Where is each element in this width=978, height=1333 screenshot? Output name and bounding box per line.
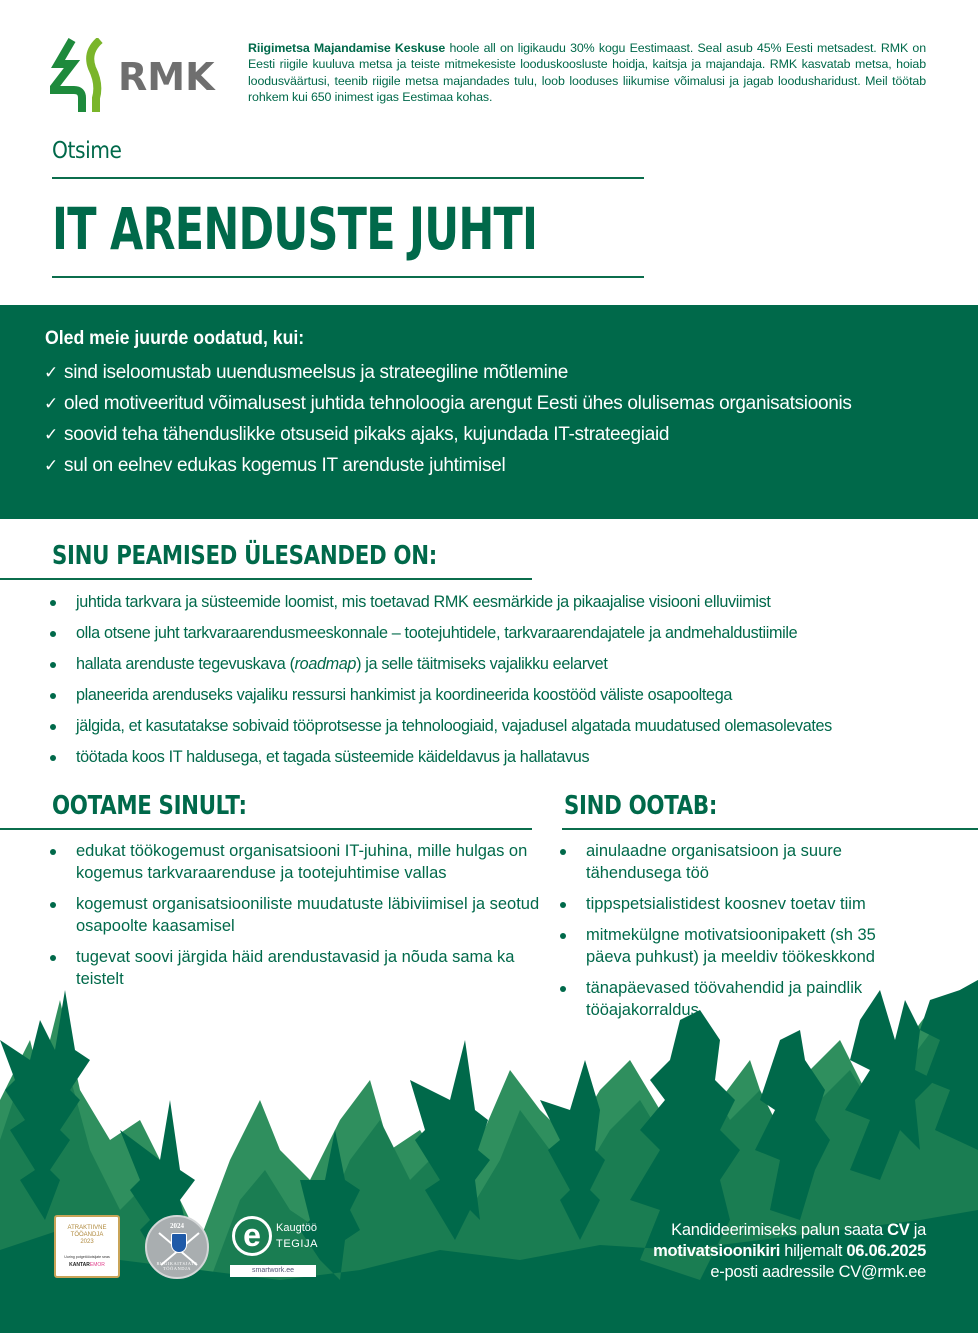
bullet-icon — [50, 902, 56, 908]
task-item: planeerida arenduseks vajaliku ressursi hankimist ja koordineerida koostööd väliste osapooltega — [50, 685, 930, 705]
divider — [0, 578, 532, 580]
welcome-item: ✓ soovid teha tähenduslikke otsuseid pikaks ajaks, kujundada IT-strateegiaid — [44, 424, 670, 445]
bullet-icon — [50, 693, 56, 699]
offer-item: tippspetsialistidest koosnev toetav tiim — [560, 893, 920, 915]
bullet-icon — [560, 933, 566, 939]
attractive-employer-badge: ATRAKTIIVNE TÖÖANDJA 2023 Uuring potgetööotsijate seas KANTAREMOR — [54, 1215, 120, 1278]
bullet-icon — [560, 986, 566, 992]
welcome-item: ✓ sul on eelnev edukas kogemus IT arenduste juhtimisel — [44, 455, 506, 476]
e-logo-icon: e — [232, 1216, 272, 1256]
requirements-list — [50, 840, 540, 999]
offer-heading: SIND OOTAB: — [564, 791, 718, 821]
welcome-item: ✓ sind iseloomustab uuendusmeelsus ja strateegiline mõtlemine — [44, 362, 569, 383]
divider — [52, 276, 644, 278]
divider — [52, 177, 644, 179]
offer-list — [560, 840, 920, 1030]
welcome-item: ✓ oled motiveeritud võimalusest juhtida tehnoloogia arengut Eesti ühes olulisemas organisatsioonis — [44, 393, 852, 414]
task-item: jälgida, et kasutatakse sobivaid tööprotsesse ja tehnoloogiaid, vajadusel algatada muudatused olemasolevates — [50, 716, 930, 736]
remote-work-badge: e Kaugtöö TEGIJA smartwork.ee — [228, 1212, 328, 1280]
bullet-icon — [50, 662, 56, 668]
check-icon: ✓ — [44, 363, 58, 382]
bullet-icon — [560, 849, 566, 855]
task-item: olla otsene juht tarkvaraarendusmeeskonnale – tootejuhtidele, tarkvaraarendajatele ja andmehaldustiimile — [50, 623, 930, 643]
application-instructions: Kandideerimiseks palun saata CV ja motivatsioonikiri hiljemalt 06.06.2025 e-posti aadressile CV@rmk.ee — [653, 1221, 926, 1281]
bullet-icon — [50, 755, 56, 761]
task-item: töötada koos IT haldusega, et tagada süsteemide käideldavus ja hallatavus — [50, 747, 930, 767]
deadline-date: 06.06.2025 — [846, 1242, 926, 1260]
offer-item: ainulaadne organisatsioon ja suure tähendusega töö — [560, 840, 920, 884]
defence-employer-seal: 2024 RIIGIKAITSJATE TÖÖANDJA — [145, 1215, 209, 1279]
bullet-icon — [50, 631, 56, 637]
welcome-banner — [0, 305, 978, 519]
check-icon: ✓ — [44, 425, 58, 444]
bullet-icon — [560, 902, 566, 908]
rmk-logo-icon — [50, 38, 220, 112]
coat-of-arms-icon — [171, 1233, 187, 1253]
bullet-icon — [50, 849, 56, 855]
org-name: Riigimetsa Majandamise Keskuse — [248, 41, 446, 55]
offer-item: mitmekülgne motivatsioonipakett (sh 35 päeva puhkust) ja meeldiv töökeskkond — [560, 924, 920, 968]
tasks-heading: SINU PEAMISED ÜLESANDED ON: — [52, 541, 437, 571]
task-item: hallata arenduste tegevuskava (roadmap) ja selle täitmiseks vajalikku eelarvet — [50, 654, 930, 674]
job-title: IT ARENDUSTE JUHTI — [52, 195, 538, 263]
welcome-list — [44, 363, 884, 487]
intro-paragraph — [248, 40, 926, 106]
requirement-item: kogemust organisatsiooniliste muudatuste läbiviimisel ja seotud osapoolte kaasamisel — [50, 893, 540, 937]
tasks-list — [50, 592, 930, 778]
check-icon: ✓ — [44, 394, 58, 413]
requirement-item: edukat töökogemust organisatsiooni IT-juhina, mille hulgas on kogemus tarkvaraarenduse ja tootejuhtimise vallas — [50, 840, 540, 884]
welcome-heading: Oled meie juurde oodatud, kui: — [45, 328, 305, 349]
requirement-item: tugevat soovi järgida häid arendustavasid ja nõuda sama ka teistelt — [50, 946, 540, 990]
rmk-logo — [50, 38, 220, 112]
svg-text:RMK: RMK — [118, 55, 215, 99]
task-item: juhtida tarkvara ja süsteemide loomist, mis toetavad RMK eesmärkide ja pikaajalise visiooni elluviimist — [50, 592, 930, 612]
bullet-icon — [50, 600, 56, 606]
email-link[interactable]: CV@rmk.ee — [838, 1263, 926, 1281]
smartwork-link[interactable]: smartwork.ee — [230, 1265, 316, 1277]
divider — [562, 828, 978, 830]
offer-item: tänapäevased töövahendid ja paindlik tööajakorraldus — [560, 977, 920, 1021]
check-icon: ✓ — [44, 456, 58, 475]
divider — [0, 828, 532, 830]
requirements-heading: OOTAME SINULT: — [52, 791, 247, 821]
bullet-icon — [50, 955, 56, 961]
intro-text: hoole all on ligikaudu 30% kogu Eestimaast. Seal asub 45% Eesti metsadest. RMK on Eesti riigile kuuluva metsa ja teiste mitmekesiste looduskoosluste hoidja, kaitsja ja majandaja. RMK kasvatab metsa, hoiab loodusväärtusi, teenib riigile metsa majandades tulu, loob looduses liikumise võimalusi ja jagab loodusharidust. Meil töötab rohkem kui 650 inimest igas Eestimaa kohas. — [248, 41, 926, 105]
eyebrow-label: Otsime — [52, 138, 122, 164]
bullet-icon — [50, 724, 56, 730]
